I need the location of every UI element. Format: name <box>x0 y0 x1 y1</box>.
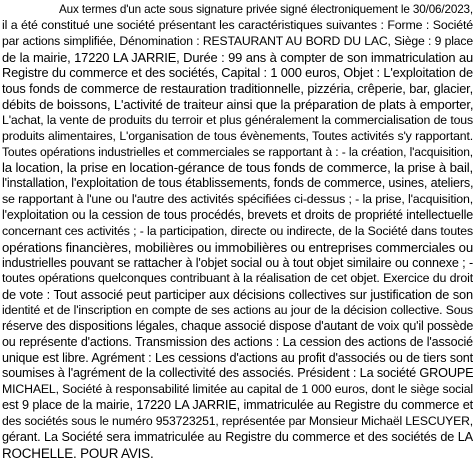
notice-line: des sociétés sous le numéro 953723251, représentée par Monsieur Michaël LESCUYER, <box>2 413 473 428</box>
notice-line: identité et de l'inscription en compte de ses actions au jour de la décision collective. Sous <box>2 303 473 318</box>
notice-line: produits alimentaires, L'organisation de tous évènements, Toutes activités s'y rapportant. <box>2 128 473 143</box>
notice-line: toutes opérations quelconques contribuant à la réalisation de cet objet. Exercice du droit <box>2 271 473 286</box>
notice-line: se rapportant à l'une ou l'autre des activités spécifiées ci-dessus ; - la prise, l'acquisition, <box>2 192 473 207</box>
notice-line: Toutes opérations industrielles et commerciales se rapportant à : - la création, l'acquisition, <box>2 144 473 159</box>
notice-line: MICHAEL, Société à responsabilité limitée au capital de 1 000 euros, dont le siège social <box>2 382 473 397</box>
notice-line: Registre du commerce et des sociétés, Capital : 1 000 euros, Objet : L'exploitation de <box>2 65 473 81</box>
notice-line: réserve des dispositions légales, chaque associé dispose d'autant de voix qu'il possède <box>2 318 473 333</box>
notice-line: la location, la prise en location-gérance de tous fonds de commerce, la prise à bail, <box>2 160 473 176</box>
notice-line: soumises à l'agrément de la collectivité des associés. Président : La société GROUPE <box>2 366 473 381</box>
notice-line: il a été constitué une société présentant les caractéristiques suivantes : Forme : Société <box>2 17 473 32</box>
notice-line: opérations financières, mobilières ou immobilières ou entreprises commerciales ou <box>2 239 473 255</box>
notice-line: débits de boissons, L'activité de traiteur ainsi que la préparation de plats à emporter, <box>2 97 473 113</box>
notice-line: unique est libre. Agrément : Les cessions d'actions au profit d'associés ou de tiers sont <box>2 350 473 365</box>
notice-line: de la mairie, 17220 LA JARRIE, Durée : 99 ans à compter de son immatriculation au <box>2 49 473 65</box>
notice-line: tous fonds de commerce de restauration traditionnelle, pizzéria, crêperie, bar, glacier, <box>2 81 473 97</box>
notice-line: ou représente d'actions. Transmission des actions : La cession des actions de l'associé <box>2 334 473 349</box>
notice-line: gérant. La Société sera immatriculée au Registre du commerce et des sociétés de LA <box>2 429 473 444</box>
notice-line: L'achat, la vente de produits du terroir et plus généralement la commercialisation de tous <box>2 112 473 127</box>
notice-line: par actions simplifiée, Dénomination : RESTAURANT AU BORD DU LAC, Siège : 9 place <box>2 33 473 48</box>
notice-line: Aux termes d'un acte sous signature privée signé électroniquement le 30/06/2023, <box>59 3 473 16</box>
notice-line: industrielles pouvant se rattacher à l'objet social ou à tout objet similaire ou connexe ; - <box>2 255 473 270</box>
notice-line: de vote : Tout associé peut participer aux décisions collectives sur justification de son <box>2 287 473 303</box>
notice-line: ROCHELLE. POUR AVIS. <box>2 445 154 461</box>
notice-line: est 9 place de la mairie, 17220 LA JARRIE, immatriculée au Registre du commerce et <box>2 398 473 413</box>
notice-line: l'installation, l'exploitation de tous établissements, fonds de commerce, usines, ateliers, <box>2 176 473 191</box>
notice-line: l'exploitation ou la cession de tous procédés, brevets et droits de propriété intellectuelle <box>2 207 473 222</box>
notice-line: concernant ces activités ; - la participation, directe ou indirecte, de la Société dans toutes <box>2 223 473 238</box>
